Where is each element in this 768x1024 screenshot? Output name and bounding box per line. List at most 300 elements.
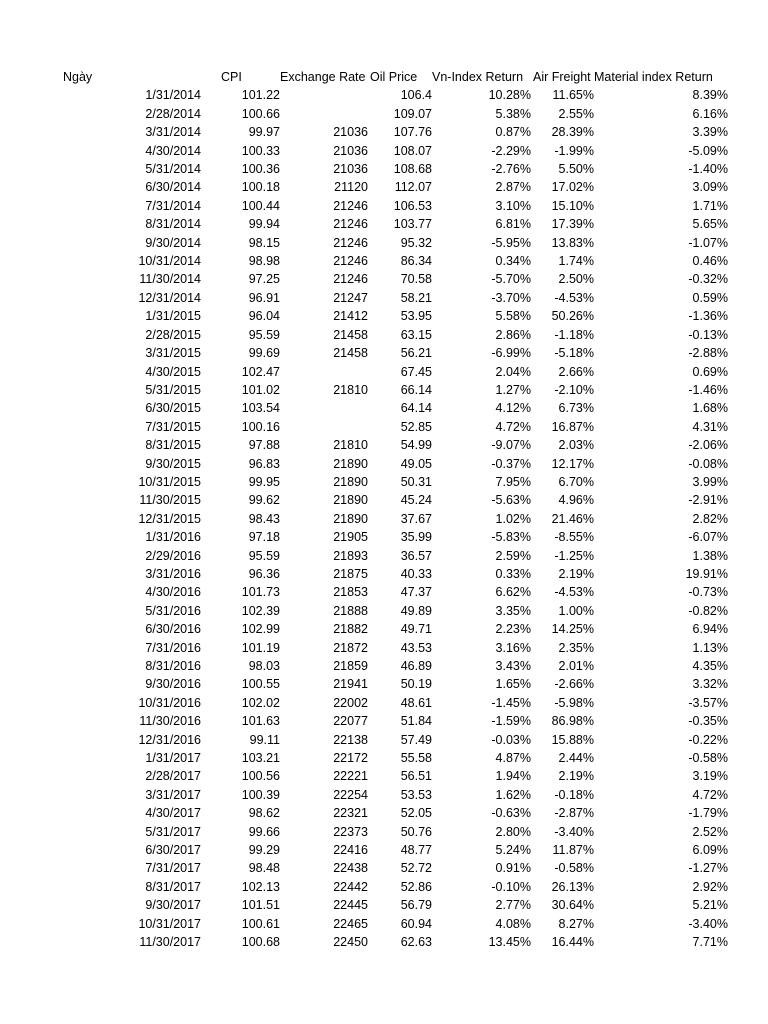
table-row	[0, 326, 728, 344]
cell-air-freight: 14.25%	[551, 622, 594, 637]
table-row	[0, 473, 728, 491]
cell-cpi: 100.16	[241, 419, 280, 434]
cell-date: 3/31/2017	[145, 787, 201, 802]
cell-exchange-rate: 21875	[333, 566, 368, 581]
cell-cpi: 102.39	[241, 603, 280, 618]
cell-air-freight: 4.96%	[558, 493, 594, 508]
cell-cpi: 96.91	[248, 290, 280, 305]
table-row	[0, 712, 728, 730]
cell-exchange-rate: 22416	[333, 843, 368, 858]
header-row	[0, 68, 728, 86]
cell-cpi: 102.47	[241, 364, 280, 379]
cell-material-index-return: 6.09%	[692, 843, 728, 858]
cell-exchange-rate: 22254	[333, 787, 368, 802]
cell-air-freight: 30.64%	[551, 898, 594, 913]
cell-date: 3/31/2014	[145, 125, 201, 140]
cell-air-freight: 2.66%	[558, 364, 594, 379]
cell-oil-price: 56.51	[400, 769, 432, 784]
cell-vn-index-return: 1.27%	[495, 382, 531, 397]
cell-exchange-rate	[280, 105, 368, 123]
cell-air-freight: -5.18%	[554, 346, 594, 361]
cell-material-index-return: -1.79%	[688, 806, 728, 821]
cell-date: 10/31/2017	[138, 916, 201, 931]
cell-vn-index-return: 3.35%	[495, 603, 531, 618]
cell-vn-index-return: 1.02%	[495, 511, 531, 526]
cell-exchange-rate	[280, 399, 368, 417]
cell-cpi: 101.63	[241, 714, 280, 729]
table-row	[0, 399, 728, 417]
cell-cpi: 101.02	[241, 382, 280, 397]
cell-cpi: 99.29	[248, 843, 280, 858]
table-row	[0, 859, 728, 877]
cell-oil-price: 48.61	[400, 695, 432, 710]
cell-material-index-return: 3.32%	[692, 677, 728, 692]
cell-vn-index-return: -5.70%	[491, 272, 531, 287]
cell-cpi: 98.98	[248, 254, 280, 269]
cell-vn-index-return: -0.37%	[491, 456, 531, 471]
table-row	[0, 344, 728, 362]
cell-vn-index-return: 1.65%	[495, 677, 531, 692]
cell-cpi: 97.88	[248, 438, 280, 453]
cell-exchange-rate: 21246	[333, 217, 368, 232]
table-row	[0, 786, 728, 804]
cell-oil-price: 95.32	[400, 235, 432, 250]
cell-material-index-return: -2.91%	[688, 493, 728, 508]
data-table	[0, 68, 728, 952]
cell-material-index-return: -0.82%	[688, 603, 728, 618]
cell-exchange-rate: 22442	[333, 879, 368, 894]
cell-exchange-rate: 22221	[333, 769, 368, 784]
cell-oil-price: 54.99	[400, 438, 432, 453]
cell-date: 7/31/2016	[145, 640, 201, 655]
cell-cpi: 96.83	[248, 456, 280, 471]
cell-cpi: 100.44	[241, 198, 280, 213]
cell-exchange-rate: 21247	[333, 290, 368, 305]
cell-vn-index-return: 0.34%	[495, 254, 531, 269]
cell-air-freight: -0.18%	[554, 787, 594, 802]
cell-cpi: 99.69	[248, 346, 280, 361]
header-material-index-return: Material index Return	[594, 70, 713, 84]
table-row	[0, 307, 728, 325]
cell-exchange-rate: 21872	[333, 640, 368, 655]
cell-material-index-return: 5.21%	[692, 898, 728, 913]
cell-cpi: 95.59	[248, 327, 280, 342]
cell-oil-price: 108.68	[393, 162, 432, 177]
cell-material-index-return: -0.58%	[688, 751, 728, 766]
cell-air-freight: -2.87%	[554, 806, 594, 821]
cell-oil-price: 52.85	[400, 419, 432, 434]
cell-air-freight: 28.39%	[551, 125, 594, 140]
cell-date: 10/31/2016	[138, 695, 201, 710]
cell-cpi: 99.97	[248, 125, 280, 140]
cell-air-freight: 50.26%	[551, 309, 594, 324]
cell-material-index-return: 3.99%	[692, 474, 728, 489]
cell-date: 7/31/2014	[145, 198, 201, 213]
cell-date: 1/31/2014	[145, 88, 201, 103]
cell-oil-price: 55.58	[400, 751, 432, 766]
cell-exchange-rate: 21890	[333, 456, 368, 471]
table-row	[0, 142, 728, 160]
cell-material-index-return: -0.22%	[688, 732, 728, 747]
table-row	[0, 639, 728, 657]
cell-cpi: 97.18	[248, 530, 280, 545]
cell-oil-price: 50.19	[400, 677, 432, 692]
cell-cpi: 101.73	[241, 585, 280, 600]
cell-cpi: 102.13	[241, 879, 280, 894]
table-row	[0, 620, 728, 638]
cell-material-index-return: -0.32%	[688, 272, 728, 287]
table-row	[0, 767, 728, 785]
cell-material-index-return: -0.73%	[688, 585, 728, 600]
cell-vn-index-return: 4.12%	[495, 401, 531, 416]
cell-material-index-return: 1.38%	[692, 548, 728, 563]
cell-date: 7/31/2017	[145, 861, 201, 876]
cell-air-freight: -3.40%	[554, 824, 594, 839]
cell-vn-index-return: 0.87%	[495, 125, 531, 140]
cell-vn-index-return: -3.70%	[491, 290, 531, 305]
cell-oil-price: 112.07	[394, 180, 432, 195]
cell-air-freight: 16.87%	[551, 419, 594, 434]
cell-oil-price: 48.77	[400, 843, 432, 858]
cell-oil-price: 66.14	[400, 382, 432, 397]
cell-vn-index-return: 4.87%	[495, 751, 531, 766]
cell-exchange-rate: 21882	[333, 622, 368, 637]
cell-oil-price: 56.79	[400, 898, 432, 913]
cell-cpi: 98.62	[248, 806, 280, 821]
cell-oil-price: 70.58	[400, 272, 432, 287]
table-row	[0, 749, 728, 767]
cell-material-index-return: -3.40%	[688, 916, 728, 931]
cell-vn-index-return: 4.72%	[495, 419, 531, 434]
cell-oil-price: 62.63	[400, 935, 432, 950]
cell-vn-index-return: -5.63%	[491, 493, 531, 508]
cell-vn-index-return: 2.77%	[495, 898, 531, 913]
cell-date: 5/31/2016	[145, 603, 201, 618]
table-row	[0, 105, 728, 123]
cell-exchange-rate: 21036	[333, 162, 368, 177]
cell-exchange-rate: 21246	[333, 254, 368, 269]
cell-exchange-rate: 21890	[333, 474, 368, 489]
header-oil-price: Oil Price	[370, 70, 418, 84]
cell-cpi: 99.95	[248, 474, 280, 489]
cell-vn-index-return: 4.08%	[495, 916, 531, 931]
cell-oil-price: 50.31	[400, 474, 432, 489]
cell-oil-price: 52.72	[400, 861, 432, 876]
cell-cpi: 96.36	[248, 566, 280, 581]
cell-vn-index-return: 1.94%	[495, 769, 531, 784]
cell-date: 10/31/2015	[138, 474, 201, 489]
cell-material-index-return: 6.16%	[692, 106, 728, 121]
cell-date: 5/31/2015	[145, 382, 201, 397]
cell-exchange-rate: 21905	[333, 530, 368, 545]
cell-vn-index-return: -6.99%	[491, 346, 531, 361]
cell-material-index-return: -0.08%	[688, 456, 728, 471]
cell-date: 11/30/2015	[139, 493, 201, 508]
cell-vn-index-return: -2.29%	[491, 143, 531, 158]
cell-vn-index-return: 3.16%	[495, 640, 531, 655]
table-row	[0, 915, 728, 933]
cell-date: 8/31/2017	[145, 879, 201, 894]
table-row	[0, 418, 728, 436]
table-row	[0, 896, 728, 914]
cell-cpi: 102.99	[241, 622, 280, 637]
cell-material-index-return: 2.92%	[692, 879, 728, 894]
cell-material-index-return: -6.07%	[688, 530, 728, 545]
cell-exchange-rate: 21893	[333, 548, 368, 563]
cell-air-freight: 15.88%	[551, 732, 594, 747]
cell-cpi: 102.02	[241, 695, 280, 710]
cell-oil-price: 56.21	[400, 346, 432, 361]
cell-air-freight: 6.70%	[558, 474, 594, 489]
cell-exchange-rate: 21888	[333, 603, 368, 618]
header-date: Ngày	[63, 70, 93, 84]
cell-material-index-return: -0.13%	[688, 327, 728, 342]
cell-date: 6/30/2015	[145, 401, 201, 416]
cell-date: 4/30/2017	[145, 806, 201, 821]
cell-oil-price: 40.33	[400, 566, 432, 581]
cell-material-index-return: -2.88%	[688, 346, 728, 361]
cell-vn-index-return: 6.81%	[495, 217, 531, 232]
cell-date: 2/28/2017	[145, 769, 201, 784]
table-body	[0, 68, 728, 952]
cell-cpi: 98.43	[248, 511, 280, 526]
cell-date: 8/31/2016	[145, 659, 201, 673]
cell-material-index-return: 3.19%	[692, 769, 728, 784]
cell-oil-price: 53.95	[400, 309, 432, 324]
cell-exchange-rate: 21859	[333, 659, 368, 673]
table-row	[0, 270, 728, 288]
cell-material-index-return: -1.40%	[688, 162, 728, 177]
cell-material-index-return: 3.09%	[692, 180, 728, 195]
cell-exchange-rate: 21246	[333, 235, 368, 250]
cell-cpi: 101.22	[241, 88, 280, 103]
cell-vn-index-return: 6.62%	[495, 585, 531, 600]
cell-exchange-rate: 21890	[333, 493, 368, 508]
cell-exchange-rate: 22002	[333, 695, 368, 710]
table-row	[0, 160, 728, 178]
cell-material-index-return: -1.46%	[688, 382, 728, 397]
cell-date: 6/30/2014	[145, 180, 201, 195]
table-row	[0, 694, 728, 712]
cell-cpi: 100.56	[241, 769, 280, 784]
cell-vn-index-return: 2.23%	[495, 622, 531, 637]
cell-vn-index-return: 2.04%	[495, 364, 531, 379]
cell-vn-index-return: 3.10%	[495, 198, 531, 213]
cell-material-index-return: 4.72%	[692, 787, 728, 802]
cell-cpi: 100.18	[241, 180, 280, 195]
cell-air-freight: -0.58%	[554, 861, 594, 876]
cell-material-index-return: 6.94%	[692, 622, 728, 637]
cell-air-freight: 2.03%	[558, 438, 594, 453]
cell-date: 3/31/2016	[145, 566, 201, 581]
cell-vn-index-return: 2.59%	[495, 548, 531, 563]
cell-air-freight: 17.39%	[551, 217, 594, 232]
cell-vn-index-return: 5.24%	[495, 843, 531, 858]
cell-air-freight: 86.98%	[551, 714, 594, 729]
cell-vn-index-return: -1.45%	[491, 695, 531, 710]
cell-air-freight: -2.66%	[554, 677, 594, 692]
cell-date: 1/31/2015	[145, 309, 201, 324]
cell-exchange-rate	[280, 363, 368, 381]
cell-air-freight: 1.00%	[558, 603, 594, 618]
cell-date: 2/28/2014	[145, 106, 201, 121]
cell-vn-index-return: 7.95%	[495, 474, 531, 489]
header-vn-index-return: Vn-Index Return	[432, 70, 524, 84]
cell-exchange-rate: 22445	[333, 898, 368, 913]
table-row	[0, 234, 728, 252]
cell-air-freight: -1.18%	[554, 327, 594, 342]
cell-material-index-return: -3.57%	[688, 695, 728, 710]
cell-vn-index-return: -5.95%	[491, 235, 531, 250]
cell-air-freight: 16.44%	[551, 935, 594, 950]
cell-vn-index-return: 2.87%	[495, 180, 531, 195]
cell-exchange-rate: 21412	[333, 309, 368, 324]
table-row	[0, 528, 728, 546]
cell-air-freight: 6.73%	[558, 401, 594, 416]
cell-air-freight: 12.17%	[551, 456, 594, 471]
cell-air-freight: -8.55%	[554, 530, 594, 545]
cell-cpi: 98.03	[248, 659, 280, 673]
cell-oil-price: 43.53	[400, 640, 432, 655]
cell-date: 5/31/2017	[145, 824, 201, 839]
cell-exchange-rate: 21941	[333, 677, 368, 692]
table-row	[0, 86, 728, 104]
table-row	[0, 841, 728, 859]
cell-oil-price: 47.37	[400, 585, 432, 600]
cell-exchange-rate: 21853	[333, 585, 368, 600]
cell-date: 8/31/2015	[145, 438, 201, 453]
cell-exchange-rate: 22373	[333, 824, 368, 839]
cell-date: 9/30/2015	[145, 456, 201, 471]
cell-oil-price: 50.76	[400, 824, 432, 839]
header-exchange-rate: Exchange Rate	[280, 70, 366, 84]
cell-cpi: 95.59	[248, 548, 280, 563]
header-cpi: CPI	[221, 70, 242, 84]
table-row	[0, 252, 728, 270]
cell-cpi: 98.48	[248, 861, 280, 876]
cell-oil-price: 108.07	[393, 143, 432, 158]
cell-air-freight: 2.19%	[558, 566, 594, 581]
cell-oil-price: 58.21	[400, 290, 432, 305]
cell-vn-index-return: -0.03%	[491, 732, 531, 747]
cell-exchange-rate: 21810	[333, 438, 368, 453]
cell-oil-price: 49.71	[400, 622, 432, 637]
cell-oil-price: 46.89	[400, 659, 432, 673]
cell-oil-price: 60.94	[400, 916, 432, 931]
cell-material-index-return: 2.52%	[692, 824, 728, 839]
cell-date: 7/31/2015	[145, 419, 201, 434]
table-row	[0, 455, 728, 473]
table-row	[0, 289, 728, 307]
cell-vn-index-return: 13.45%	[488, 935, 531, 950]
cell-vn-index-return: 10.28%	[488, 88, 531, 103]
cell-vn-index-return: -9.07%	[491, 438, 531, 453]
table-row	[0, 123, 728, 141]
cell-cpi: 100.33	[241, 143, 280, 158]
table-row	[0, 491, 728, 509]
cell-vn-index-return: 1.62%	[495, 787, 531, 802]
table-row	[0, 657, 728, 675]
cell-air-freight: 2.50%	[558, 272, 594, 287]
cell-air-freight: -1.25%	[554, 548, 594, 563]
cell-cpi: 100.55	[241, 677, 280, 692]
cell-oil-price: 51.84	[400, 714, 432, 729]
cell-material-index-return: 5.65%	[692, 217, 728, 232]
cell-air-freight: 17.02%	[551, 180, 594, 195]
cell-vn-index-return: 2.86%	[495, 327, 531, 342]
cell-exchange-rate: 21036	[333, 125, 368, 140]
cell-cpi: 96.04	[248, 309, 280, 324]
cell-oil-price: 35.99	[400, 530, 432, 545]
cell-air-freight: -4.53%	[554, 585, 594, 600]
cell-date: 9/30/2017	[145, 898, 201, 913]
table-row	[0, 583, 728, 601]
cell-material-index-return: 7.71%	[692, 935, 728, 950]
cell-exchange-rate: 22077	[333, 714, 368, 729]
cell-material-index-return: -2.06%	[688, 438, 728, 453]
cell-cpi: 100.36	[241, 162, 280, 177]
cell-vn-index-return: 2.80%	[495, 824, 531, 839]
cell-oil-price: 37.67	[400, 511, 432, 526]
cell-oil-price: 107.76	[393, 125, 432, 140]
cell-date: 12/31/2014	[138, 290, 201, 305]
cell-air-freight: -2.10%	[554, 382, 594, 397]
cell-date: 4/30/2016	[145, 585, 201, 600]
cell-date: 2/29/2016	[145, 548, 201, 563]
cell-exchange-rate: 21036	[333, 143, 368, 158]
cell-cpi: 99.94	[248, 217, 280, 232]
cell-exchange-rate: 22438	[333, 861, 368, 876]
cell-material-index-return: -1.07%	[688, 235, 728, 250]
cell-oil-price: 52.86	[400, 879, 432, 894]
cell-air-freight: -5.98%	[554, 695, 594, 710]
table-row	[0, 510, 728, 528]
cell-vn-index-return: -0.10%	[491, 879, 531, 894]
table-row	[0, 436, 728, 454]
cell-cpi: 98.15	[248, 235, 280, 250]
cell-date: 1/31/2016	[145, 530, 201, 545]
cell-exchange-rate: 22321	[333, 806, 368, 821]
cell-exchange-rate: 22138	[333, 732, 368, 747]
cell-exchange-rate: 21458	[333, 327, 368, 342]
cell-date: 11/30/2014	[139, 272, 201, 287]
cell-exchange-rate: 21120	[334, 180, 368, 195]
cell-oil-price: 57.49	[400, 732, 432, 747]
cell-exchange-rate: 21890	[333, 511, 368, 526]
cell-air-freight: 11.87%	[552, 843, 594, 858]
cell-oil-price: 63.15	[400, 327, 432, 342]
table-row	[0, 804, 728, 822]
cell-date: 12/31/2016	[138, 732, 201, 747]
cell-air-freight: 5.50%	[558, 162, 594, 177]
cell-oil-price: 45.24	[400, 493, 432, 508]
cell-cpi: 100.68	[241, 935, 280, 950]
cell-date: 8/31/2014	[145, 217, 201, 232]
cell-air-freight: -4.53%	[554, 290, 594, 305]
table-row	[0, 197, 728, 215]
cell-air-freight: 2.35%	[558, 640, 594, 655]
cell-exchange-rate: 21458	[333, 346, 368, 361]
cell-oil-price: 106.4	[400, 88, 432, 103]
cell-vn-index-return: 3.43%	[495, 659, 531, 673]
cell-vn-index-return: 5.58%	[495, 309, 531, 324]
cell-cpi: 97.25	[248, 272, 280, 287]
cell-cpi: 103.21	[241, 751, 280, 766]
cell-air-freight: 11.65%	[552, 88, 594, 103]
cell-vn-index-return: 0.33%	[495, 566, 531, 581]
cell-air-freight: 13.83%	[551, 235, 594, 250]
cell-vn-index-return: 0.91%	[495, 861, 531, 876]
